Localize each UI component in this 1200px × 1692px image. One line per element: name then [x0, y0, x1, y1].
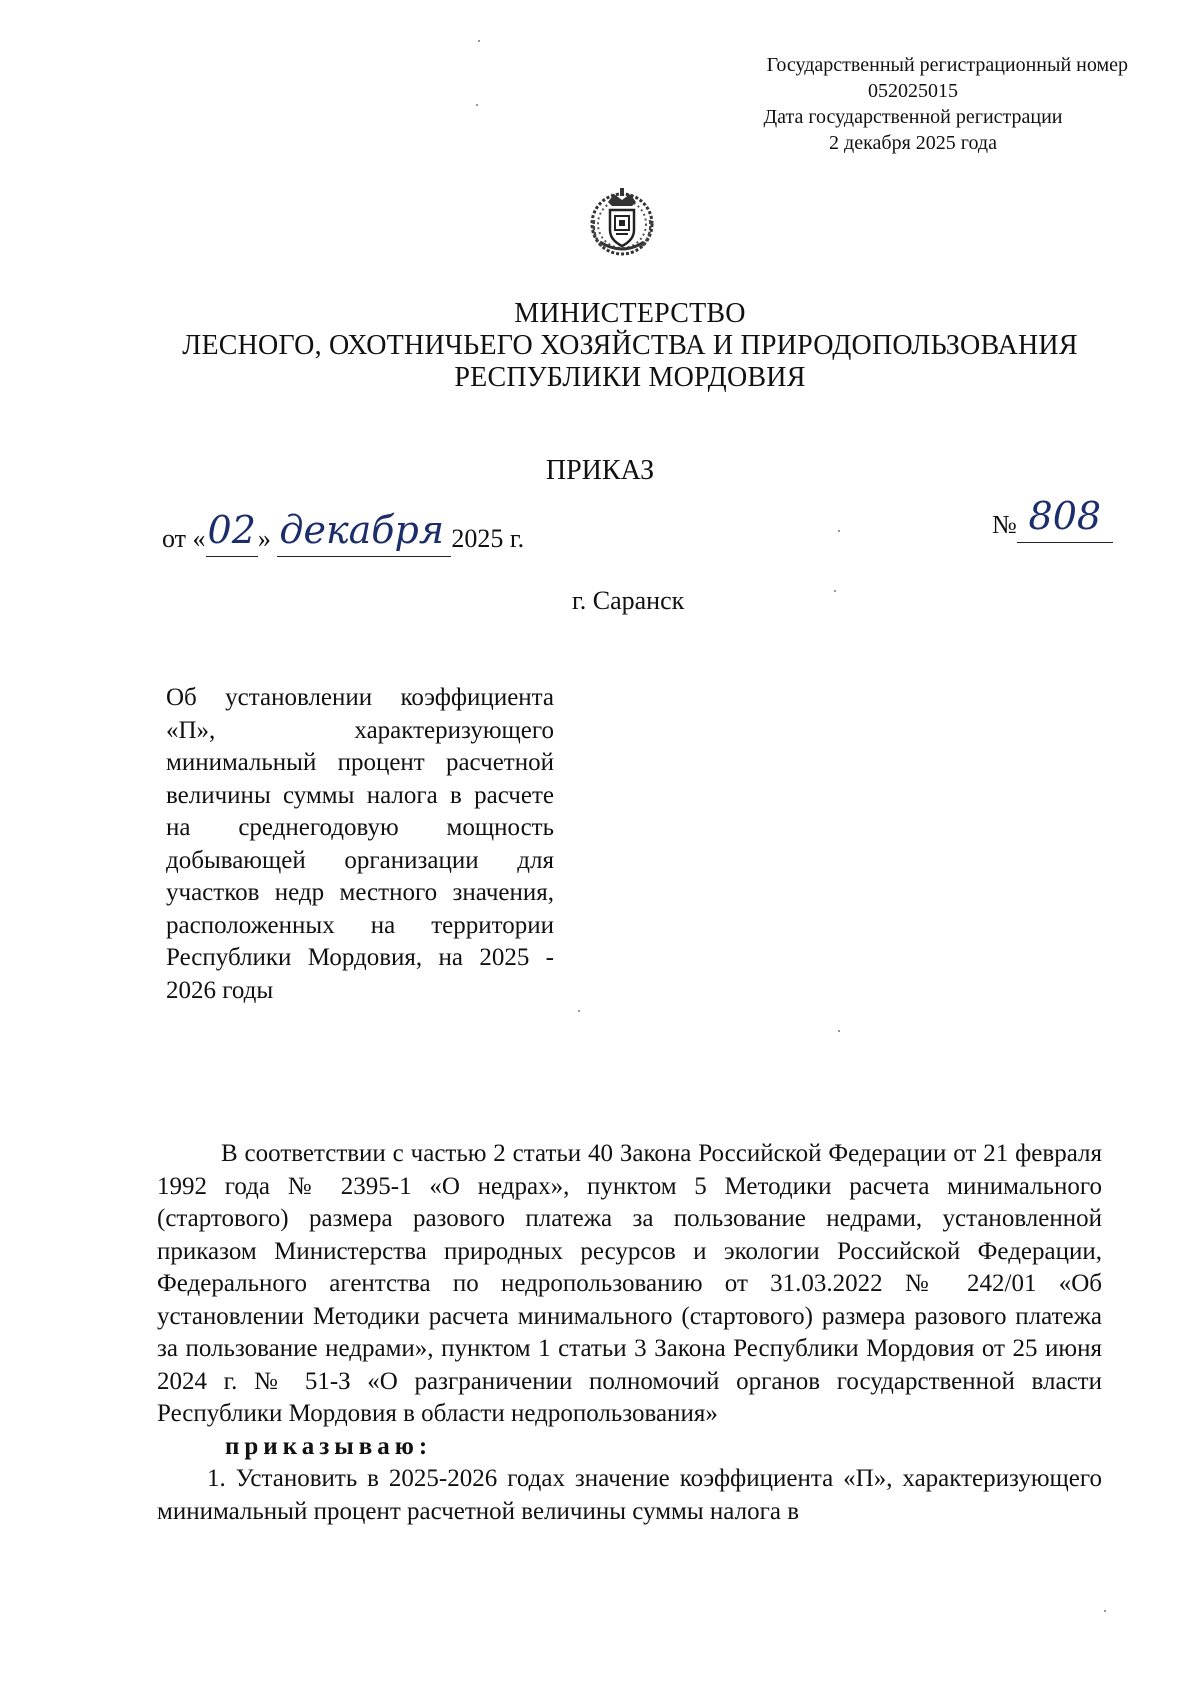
ministry-line-1: МИНИСТЕРСТВО: [514, 298, 746, 329]
scan-speck: [1104, 1610, 1106, 1612]
date-month: декабря: [279, 508, 444, 552]
preamble: В соответствии с частью 2 статьи 40 Закона Российской Федерации от 21 февраля 1992 года № 2395-1 «О недрах», пунктом 5 Методики расчета минимального (стартового) размера разового платежа за пользование недрами, установленной приказом Министерства природных ресурсов и экологии Российской Федерации, Федерального агентства по недропользованию от 31.03.2022 № 242/01 «Об установлении Методики расчета минимального (стартового) размера разового платежа за пользование недрами», пунктом 1 статьи 3 Закона Республики Мордовия от 25 июня 2024 г. № 51-З «О разграничении полномочий органов государственной власти Республики Мордовия в области недропользования»: [157, 1140, 1102, 1427]
orders-word: приказываю:: [225, 1432, 433, 1460]
registration-number: 052025015: [868, 80, 958, 102]
order-date: [162, 508, 525, 557]
date-year: 2025 г.: [451, 524, 525, 553]
scan-speck: [834, 590, 836, 592]
date-prefix: от «: [162, 524, 206, 553]
city: г. Саранск: [572, 586, 685, 615]
registration-date-label: Дата государственной регистрации: [763, 106, 1063, 128]
registration-block: [698, 52, 1128, 156]
number-label: №: [992, 510, 1017, 539]
registration-number-label: Государственный регистрационный номер: [766, 54, 1128, 76]
registration-date: 2 декабря 2025 года: [829, 132, 997, 154]
ministry-name: [150, 298, 1110, 394]
order-body: [157, 1138, 1102, 1528]
coat-of-arms-icon: [580, 180, 664, 264]
scan-speck: [476, 104, 478, 106]
order-subject: Об установлении коэффициента «П», характеризующего минимальный процент расчетной величины суммы налога в расчете на среднегодовую мощность добывающей организации для участков недр местного значения, расположенных на территории Республики Мордовия, на 2025 - 2026 годы: [166, 684, 554, 1004]
scan-speck: [838, 1030, 840, 1032]
order-number: [992, 494, 1113, 543]
document-type: ПРИКАЗ: [545, 455, 655, 486]
scan-speck: [478, 40, 480, 42]
date-mid: »: [257, 524, 271, 553]
number-value: 808: [1028, 494, 1102, 538]
ministry-line-3: РЕСПУБЛИКИ МОРДОВИЯ: [454, 362, 806, 393]
scan-speck: [578, 1010, 580, 1012]
date-day: 02: [207, 508, 256, 552]
point-1: 1. Установить в 2025-2026 годах значение коэффициента «П», характеризующего минимальный процент расчетной величины суммы налога в: [157, 1465, 1102, 1525]
scan-speck: [838, 530, 840, 532]
ministry-line-2: ЛЕСНОГО, ОХОТНИЧЬЕГО ХОЗЯЙСТВА И ПРИРОДОПОЛЬЗОВАНИЯ: [182, 330, 1078, 361]
